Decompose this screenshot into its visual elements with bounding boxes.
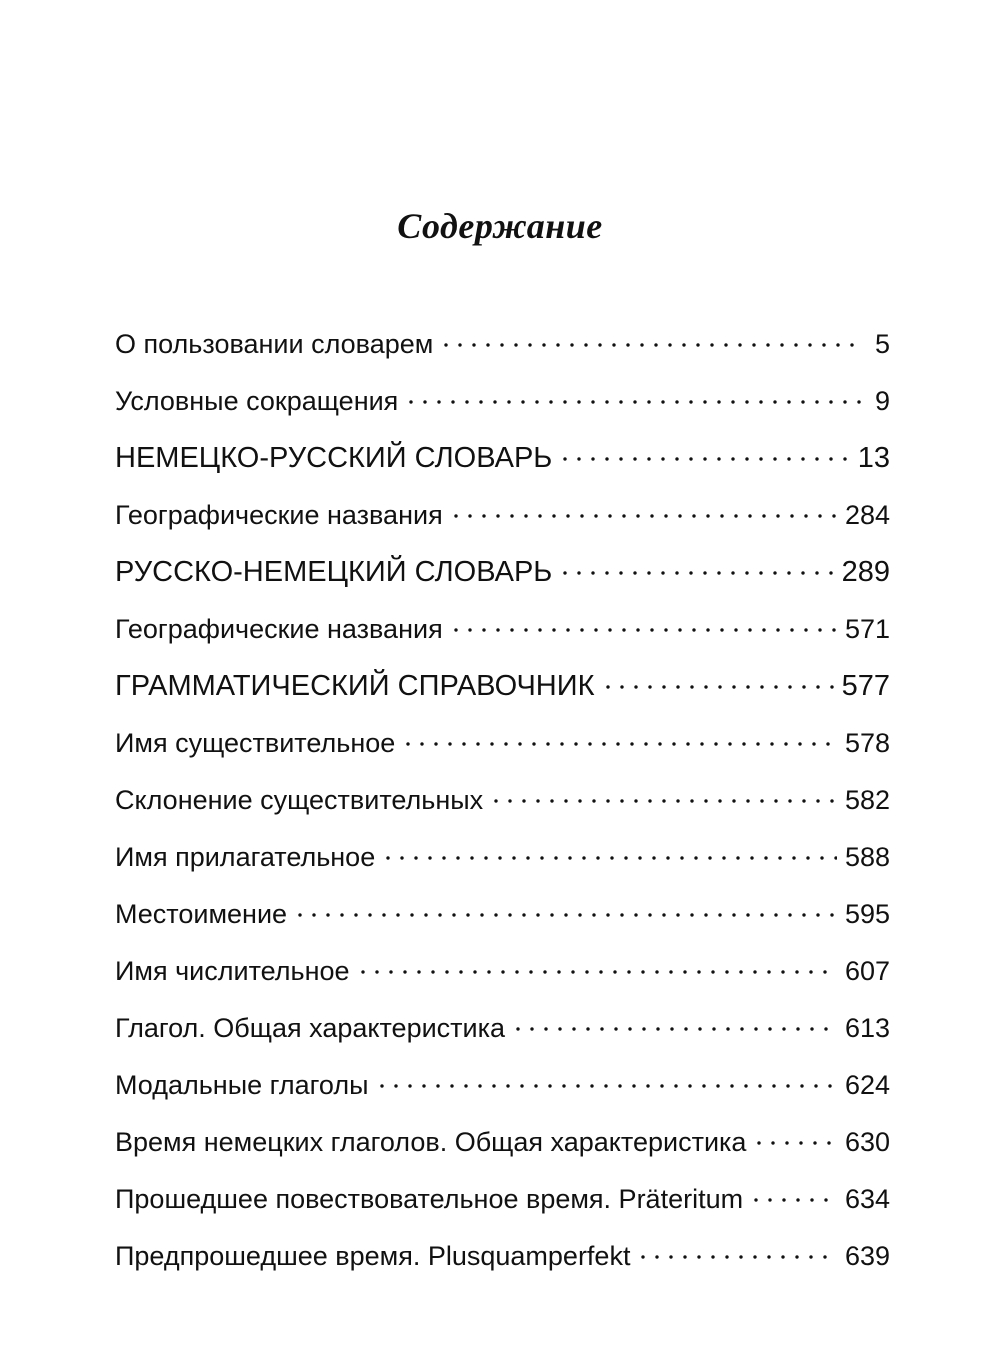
dot-leader: [293, 912, 837, 918]
toc-entry-label: НЕМЕЦКО-РУССКИЙ СЛОВАРЬ: [115, 442, 553, 474]
toc-entry-label: Время немецких глаголов. Общая характеристика: [115, 1127, 747, 1157]
toc-entry: [115, 373, 890, 430]
dot-leader: [489, 798, 837, 804]
toc-entry-page-number: 9: [874, 386, 890, 416]
toc-entry-page-number: 595: [844, 899, 890, 929]
toc-entry-page-number: 571: [844, 614, 890, 644]
toc-entry-label: Географические названия: [115, 614, 443, 644]
dot-leader: [375, 1083, 837, 1089]
toc-entry-page-number: 5: [874, 329, 890, 359]
toc-entry: [115, 316, 890, 373]
toc-entry-label: РУССКО-НЕМЕЦКИЙ СЛОВАРЬ: [115, 556, 553, 588]
toc-entry: [115, 487, 890, 544]
toc-entry-page-number: 289: [841, 556, 890, 588]
toc-entry: [115, 1171, 890, 1228]
dot-leader: [381, 855, 837, 861]
page-title: Содержание: [397, 206, 603, 246]
toc-entry-label: Предпрошедшее время. Plusquamperfekt: [115, 1241, 631, 1271]
dot-leader: [449, 513, 837, 519]
toc-entry-page-number: 588: [844, 842, 890, 872]
toc-entry-page-number: 13: [857, 442, 890, 474]
dot-leader: [749, 1197, 837, 1203]
dot-leader: [752, 1140, 836, 1146]
dot-leader: [511, 1026, 837, 1032]
dot-leader: [439, 342, 862, 348]
toc-entry-page-number: 607: [844, 956, 890, 986]
toc-entry-label: Имя числительное: [115, 956, 350, 986]
toc-entry: [115, 772, 890, 829]
toc-entry-page-number: 630: [844, 1127, 890, 1157]
toc-section-entry: [115, 658, 890, 715]
dot-leader: [404, 399, 862, 405]
dot-leader: [449, 627, 837, 633]
toc-entry: [115, 829, 890, 886]
dot-leader: [558, 570, 833, 576]
toc-entry-label: Условные сокращения: [115, 386, 399, 416]
dot-leader: [558, 456, 849, 462]
toc-entry-label: ГРАММАТИЧЕСКИЙ СПРАВОЧНИК: [115, 670, 595, 702]
toc-entry-page-number: 634: [844, 1184, 890, 1214]
toc-section-entry: [115, 430, 890, 487]
toc-entry: [115, 1228, 890, 1285]
toc-entry-label: Модальные глаголы: [115, 1070, 369, 1100]
toc-entry-label: Глагол. Общая характеристика: [115, 1013, 506, 1043]
dot-leader: [401, 741, 837, 747]
toc-entry-page-number: 284: [844, 500, 890, 530]
toc-entry-label: Прошедшее повествовательное время. Präteritum: [115, 1184, 744, 1214]
toc-entry: [115, 1114, 890, 1171]
toc-entry: [115, 1000, 890, 1057]
table-of-contents: [115, 316, 890, 1285]
toc-entry-label: Имя существительное: [115, 728, 396, 758]
toc-entry-page-number: 613: [844, 1013, 890, 1043]
toc-entry-label: Географические названия: [115, 500, 443, 530]
dot-leader: [356, 969, 837, 975]
toc-entry: [115, 715, 890, 772]
toc-entry-page-number: 639: [844, 1241, 890, 1271]
toc-entry-page-number: 624: [844, 1070, 890, 1100]
dot-leader: [601, 684, 834, 690]
toc-entry: [115, 601, 890, 658]
toc-entry: [115, 943, 890, 1000]
toc-entry-label: Имя прилагательное: [115, 842, 376, 872]
toc-entry-label: Склонение существительных: [115, 785, 484, 815]
toc-entry: [115, 1057, 890, 1114]
toc-entry-page-number: 578: [844, 728, 890, 758]
toc-entry-label: О пользовании словарем: [115, 329, 434, 359]
dot-leader: [636, 1254, 836, 1260]
toc-entry-label: Местоимение: [115, 899, 288, 929]
toc-entry: [115, 886, 890, 943]
toc-entry-page-number: 582: [844, 785, 890, 815]
toc-section-entry: [115, 544, 890, 601]
toc-entry-page-number: 577: [841, 670, 890, 702]
